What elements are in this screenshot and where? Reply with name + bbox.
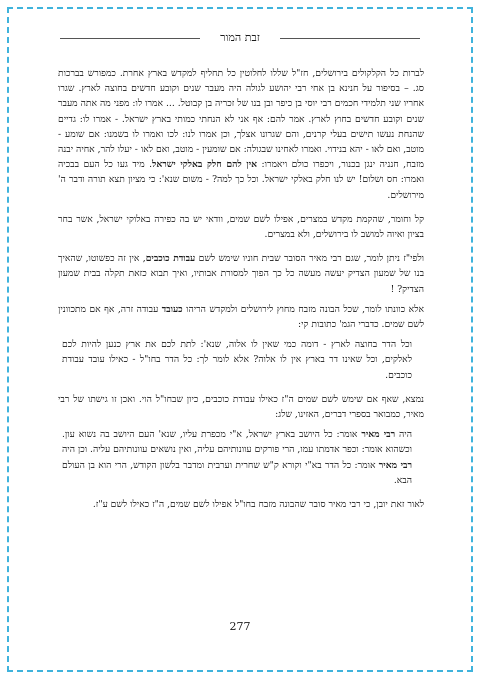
- bold-text-run: כעובד: [161, 303, 183, 315]
- paragraph-3: [58, 251, 424, 297]
- paragraph-2: [58, 212, 424, 242]
- text-run: ולפי"ז ניתן לומר, שגם רבי מאיר הסובר שבית חוניו שימש לשם: [195, 253, 424, 265]
- paragraph-5: [58, 392, 424, 422]
- text-run: . מיד געו כל העם בבכיה ואמרו: חס ושלום! יש לנו חלק באלקי ישראל. וכל כך למה? - משום שנא': כי מציון תצא תורה ודבר ה' מירושלים.: [58, 159, 424, 201]
- paragraph-4: [58, 302, 424, 332]
- bold-text-run: אין להם חלק באלקי ישראל: [152, 159, 258, 171]
- paragraph-1: [58, 66, 424, 203]
- text-run: לאור זאת יובן, כי רבי מאיר סובר שהבונה מזבח בחו"ל אפילו לשם שמים, ה"ז כאילו לשם ע"ז.: [92, 499, 424, 511]
- running-header: [60, 30, 420, 46]
- text-run: , אין זה כפשוטו, שהאיך בנו של שמעון הצדיק יעשה מעשה כל כך הפוך למסורת אבותיו, ואיך תבוא כזאת תקלה בבית שמעון הצדיק? !: [58, 253, 424, 295]
- text-run: היה: [395, 429, 412, 441]
- text-run: אומר: כל הדר בא"י וקורא ק"ש שחרית וערבית ומדבר בלשון הקודש, הרי הוא בן העולם הבא.: [62, 459, 412, 486]
- quote-paragraph-1: [58, 337, 424, 383]
- text-run: לברות כל הקלקולים בירושלים, חז"ל שללו לחלוטין כל תחליף למקדש בארץ אחרת. כמפורש בברכות סג. – בסיפור על חנינא בן אחי רבי יהושע לגולה היה מעבר שנים וקובע חדשים בחוצה לארץ. שגרו אחריו שני תלמידי חכמים רבי יוסי בן כיפר ובן בנו של זכריה בן קבוטל. ... אמרו לו: מפני מה אתה מעבר שנים וקובע חדשים בחוץ לארץ. אמר להם: אף אני לא הנחתי כמותי בארץ ישראל. - אמרו לו: גדיים שהנחת נעשו תישים בעלי קרנים, והם שגרונו אצלך, וכן אמרו לנו: לכו ואמרו לו בשמנו: אם שומע - מוטב, ואם לאו - יהא בנידוי. ואמרו לאחינו שבגולה: אם שומעין - מוטב, ואם לאו - יעלו להר, אחיה יבנה מזבח, חנניה ינגן בכנור, ויכפרו כולם ויאמרו:: [58, 68, 424, 171]
- header-rule-right: [280, 38, 420, 39]
- text-run: אומר: כל היושב בארץ ישראל, א"י מכפרת עליו, שנא' העם היושב בה נשוא עון. וכשהוא אומר: וכפר אדמתו עמו, הרי פורקים עוונותיהם עליה, ואין נושאים עוונותיהם עליה. וכן היה: [62, 429, 412, 456]
- text-run: עבודה זרה, אף אם מתכוונין לשם שמים. כדברי הגמ' כתובות קי:: [58, 303, 424, 331]
- bold-text-run: רבי מאיר: [378, 459, 412, 471]
- page-number: 277: [229, 620, 251, 633]
- text-run: נמצא, שאף אם שימש לשם שמים ה"ז כאילו עבודת כוכבים, כיון שבחו"ל הוי. ואכן זו גישתו של רבי מאיר, כמבואר בספרי דברים, האזינו, שלג:: [58, 393, 424, 421]
- header-title: זבת המור: [220, 31, 260, 44]
- bold-text-run: רבי מאיר: [361, 429, 396, 441]
- text-run: וכל הדר בחוצה לארץ - דומה כמי שאין לו אלוה, שנא': לתת לכם את ארץ כנען להיות לכם לאלקים, וכל שאינו דר בארץ אין לו אלוה? אלא לומר לך: כל הדר בחו"ל - כאילו עובד עבודת כוכבים.: [62, 339, 412, 381]
- text-run: קל וחומר, שהקמת מקדש במצרים, אפילו לשם שמים, וודאי יש בה כפירה באלוקי ישראל, אשר בחר בציון ואיוה למושב לו בירושלים, ולא במצרים.: [58, 213, 424, 241]
- text-run: אלא כוונתו לומר, שכל הבונה מזבח מחוץ לירושלים ולמקדש הריהו: [182, 303, 424, 315]
- body-text: [58, 66, 424, 521]
- bold-text-run: עבודת כוכבים: [145, 253, 196, 265]
- quote-paragraph-2: [58, 427, 424, 488]
- paragraph-6: [58, 497, 424, 512]
